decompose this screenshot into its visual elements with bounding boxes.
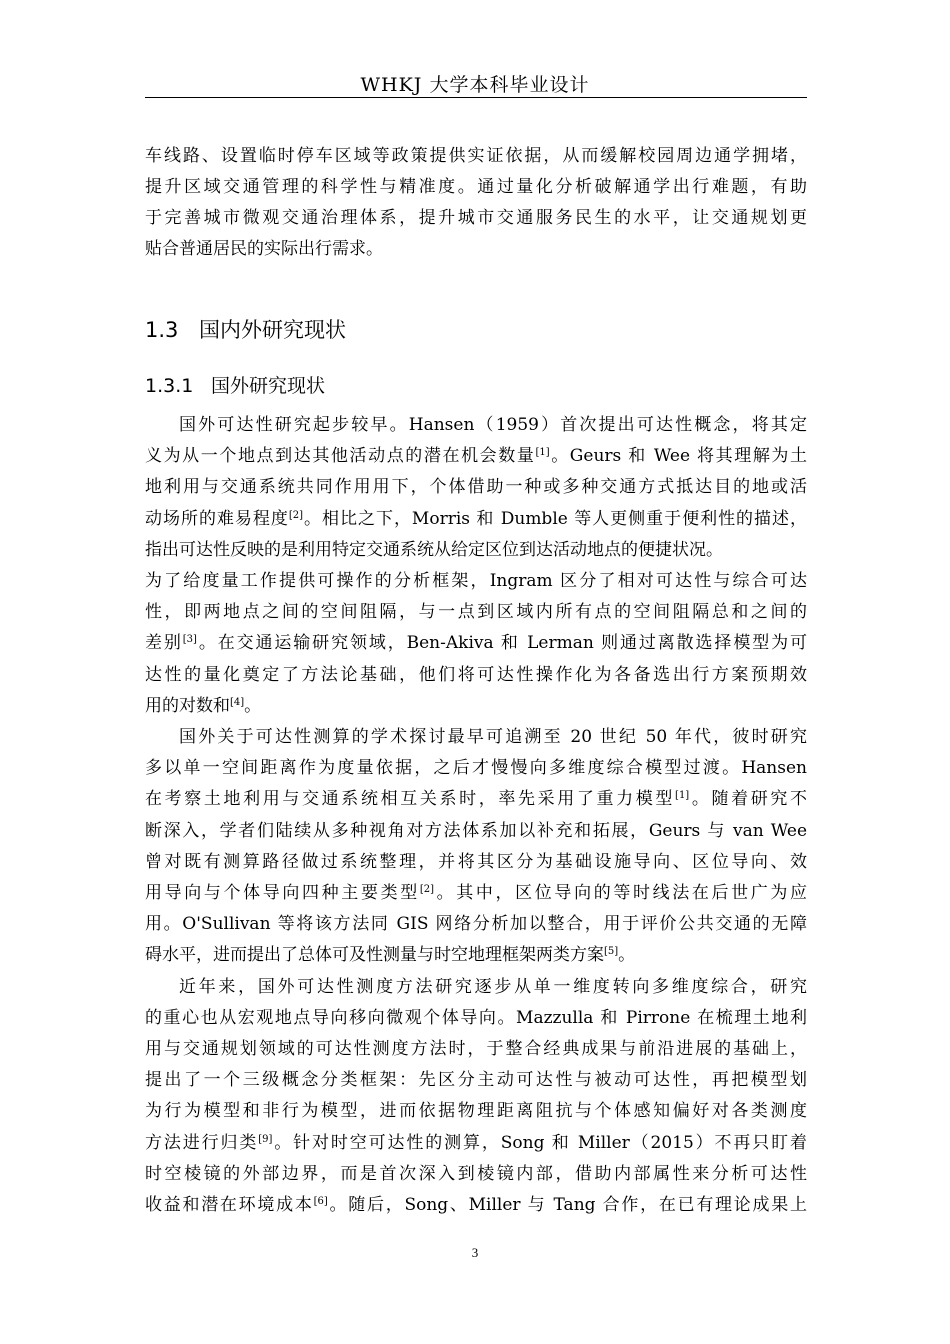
text-line: 性，即两地点之间的空间阻隔，与一点到区域内所有点的空间阻隔总和之间的 [145, 602, 807, 623]
section-heading [145, 314, 346, 344]
text-line: 断深入，学者们陆续从多种视角对方法体系加以补充和拓展，Geurs 与 van Wee [145, 820, 807, 841]
citation-ref: [9] [258, 1133, 273, 1145]
text-line: 地利用与交通系统共同作用用下，个体借助一种或多种交通方式抵达目的地或活 [145, 477, 807, 498]
section-title: 国内外研究现状 [199, 318, 346, 342]
citation-ref: [6] [313, 1196, 328, 1208]
text-line: 达性的量化奠定了方法论基础，他们将可达性操作化为各备选出行方案预期效 [145, 664, 807, 685]
text-line: 国外可达性研究起步较早。Hansen（1959）首次提出可达性概念，将其定 [179, 415, 807, 435]
header-divider [145, 97, 807, 98]
text-line: 碍水平，进而提出了总体可及性测量与时空地理框架两类方案[5]。 [145, 945, 636, 966]
text-line: 差别[3]。在交通运输研究领域，Ben-Akiva 和 Lerman 则通过离散选择模型为可 [145, 633, 807, 654]
citation-ref: [3] [182, 634, 197, 646]
text-line: 车线路、设置临时停车区域等政策提供实证依据，从而缓解校园周边通学拥堵， [145, 146, 807, 166]
text-line: 收益和潜在环境成本[6]。随后，Song、Miller 与 Tang 合作，在已有理论成果上 [145, 1195, 807, 1216]
text-line: 在考察土地利用与交通系统相互关系时，率先采用了重力模型[1]。随着研究不 [145, 789, 808, 810]
citation-ref: [4] [230, 696, 245, 708]
text-line: 用。O'Sullivan 等将该方法同 GIS 网络分析加以整合，用于评价公共交通的无障 [145, 914, 807, 935]
text-line: 动场所的难易程度[2]。相比之下，Morris 和 Dumble 等人更侧重于便利性的描述， [145, 508, 807, 529]
text-line: 曾对既有测算路径做过系统整理，并将其区分为基础设施导向、区位导向、效 [145, 851, 807, 872]
text-line: 指出可达性反映的是利用特定交通系统从给定区位到达活动地点的便捷状况。 [145, 539, 723, 560]
text-line: 方法进行归类[9]。针对时空可达性的测算，Song 和 Miller（2015）不再只盯着 [145, 1132, 808, 1153]
text-line: 的重心也从宏观地点导向移向微观个体导向。Mazzulla 和 Pirrone 在梳理土地利 [145, 1007, 807, 1028]
text-line: 为了给度量工作提供可操作的分析框架，Ingram 区分了相对可达性与综合可达 [145, 571, 807, 592]
research-body [145, 410, 807, 1221]
subsection-number: 1.3.1 [145, 375, 194, 397]
citation-ref: [1] [535, 447, 550, 459]
text-line: 用导向与个体导向四种主要类型[2]。其中，区位导向的等时线法在后世广为应 [145, 883, 808, 904]
citation-ref: [2] [288, 509, 304, 521]
section-number: 1.3 [145, 318, 179, 342]
text-line: 时空棱镜的外部边界，而是首次深入到棱镜内部，借助内部属性来分析可达性 [145, 1163, 807, 1184]
citation-ref: [2] [419, 884, 435, 896]
text-line: 用与交通规划领域的可达性测度方法时，于整合经典成果与前沿进展的基础上， [145, 1039, 807, 1060]
citation-ref: [1] [675, 790, 690, 802]
text-line: 近年来，国外可达性测度方法研究逐步从单一维度转向多维度综合，研究 [179, 976, 807, 997]
text-line: 用的对数和[4]。 [145, 695, 262, 716]
text-line: 为行为模型和非行为模型，进而依据物理距离阻抗与个体感知偏好对各类测度 [145, 1101, 807, 1122]
citation-ref: [5] [604, 946, 619, 958]
subsection-title: 国外研究现状 [211, 375, 326, 397]
subsection-heading [145, 371, 325, 398]
text-line: 贴合普通居民的实际出行需求。 [145, 239, 383, 259]
text-line: 于完善城市微观交通治理体系，提升城市交通服务民生的水平，让交通规划更 [145, 208, 807, 228]
page-number: 3 [471, 1245, 479, 1260]
text-line: 提升区域交通管理的科学性与精准度。通过量化分析破解通学出行难题，有助 [145, 177, 807, 197]
text-line: 义为从一个地点到达其他活动点的潜在机会数量[1]。Geurs 和 Wee 将其理解为土 [145, 446, 808, 467]
text-line: 国外关于可达性测算的学术探讨最早可追溯至 20 世纪 50 年代，彼时研究 [179, 727, 807, 748]
page-header-title: WHKJ 大学本科毕业设计 [360, 74, 590, 96]
intro-paragraph [145, 141, 807, 265]
text-line: 提出了一个三级概念分类框架：先区分主动可达性与被动可达性，再把模型划 [145, 1070, 807, 1091]
text-line: 多以单一空间距离作为度量依据，之后才慢慢向多维度综合模型过渡。Hansen [145, 758, 807, 779]
